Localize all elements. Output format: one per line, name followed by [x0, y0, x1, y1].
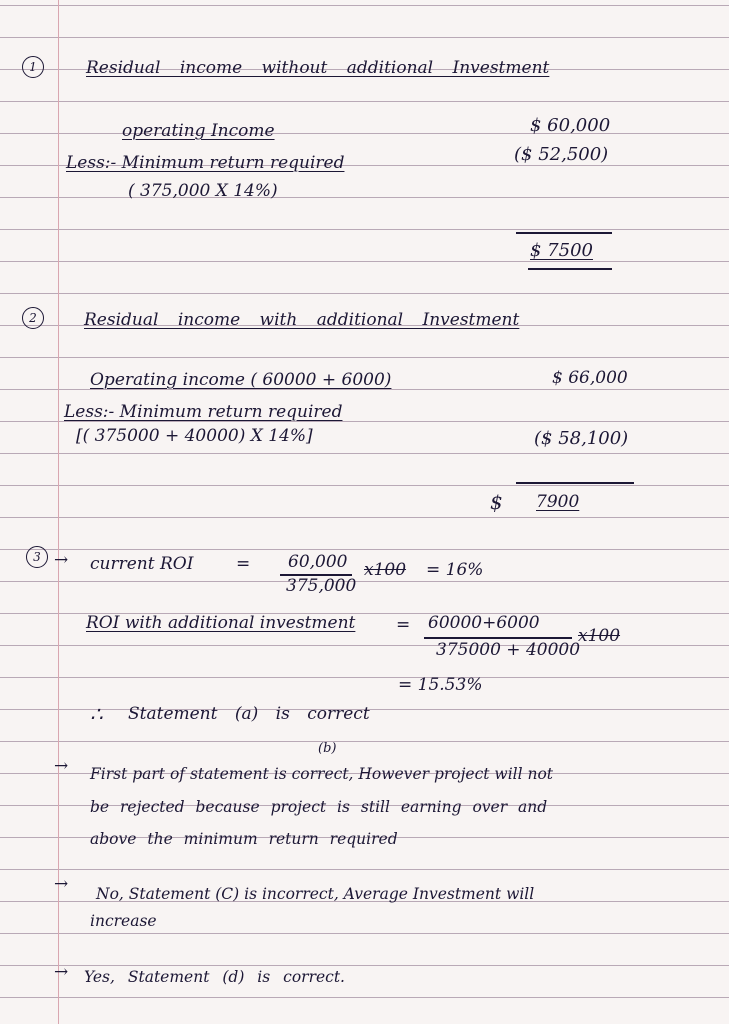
q3-b-marker: (b) — [318, 741, 337, 756]
question-number-2: 2 — [22, 307, 44, 329]
q3-roi-times: x100 — [364, 560, 407, 580]
q3-arrow: → — [54, 550, 69, 570]
q3-roi-additional-denominator: 375000 + 40000 — [436, 640, 581, 660]
q3-arrow-d: → — [54, 962, 69, 982]
q3-roi-additional-result: = 15.53% — [398, 675, 483, 695]
q3-statement-b-line1: First part of statement is correct, However project will not — [90, 765, 554, 783]
q3-roi-additional-fraction-bar — [424, 637, 572, 639]
q3-statement-d: Yes, Statement (d) is correct. — [84, 968, 345, 986]
q2-operating-income-label: Operating income ( 60000 + 6000) — [90, 370, 392, 390]
q1-operating-income-label: operating Income — [122, 121, 275, 141]
q3-roi-additional-times: x100 — [578, 626, 621, 646]
q3-arrow-c: → — [54, 874, 69, 894]
question-number-3: 3 — [26, 546, 48, 568]
q3-statement-b-line2: be rejected because project is still earning over and — [90, 798, 548, 816]
q2-min-return-label: Less:- Minimum return required — [64, 402, 343, 422]
q3-roi-additional-numerator: 60000+6000 — [428, 613, 540, 633]
q3-roi-result: = 16% — [426, 560, 484, 580]
q3-roi-additional-eq: = — [396, 615, 411, 635]
q2-operating-income-value: $ 66,000 — [552, 368, 628, 388]
q1-operating-income-value: $ 60,000 — [530, 115, 611, 136]
q3-roi-numerator: 60,000 — [288, 552, 348, 572]
q3-current-roi-label: current ROI — [90, 554, 194, 574]
q3-roi-additional-label: ROI with additional investment — [86, 613, 356, 633]
q2-result-symbol: $ — [490, 490, 503, 514]
q2-min-return-value: ($ 58,100) — [534, 428, 629, 449]
q3-eq: = — [236, 554, 251, 574]
q2-min-return-calc: [( 375000 + 40000) X 14%] — [76, 426, 313, 446]
q3-statement-b-line3: above the minimum return required — [90, 830, 398, 848]
q3-statement-c-line1: No, Statement (C) is incorrect, Average Investment will — [96, 885, 535, 903]
q1-total-rule-bottom — [528, 268, 612, 270]
q2-heading: Residual income with additional Investment — [84, 310, 520, 330]
q3-roi-denominator: 375,000 — [286, 576, 357, 596]
q1-total-rule-top — [516, 232, 612, 234]
q3-statement-c-line2: increase — [90, 912, 157, 930]
q1-heading: Residual income without additional Investment — [86, 58, 550, 78]
q3-statement-a: Statement (a) is correct — [128, 704, 370, 724]
q3-therefore-symbol: ∴ — [90, 702, 103, 726]
q3-arrow-b: → — [54, 756, 69, 776]
q1-result: $ 7500 — [530, 240, 593, 261]
q1-min-return-value: ($ 52,500) — [514, 144, 609, 165]
q1-min-return-label: Less:- Minimum return required — [66, 153, 345, 173]
question-number-1: 1 — [22, 56, 44, 78]
margin-line — [58, 0, 59, 1024]
q2-result-value: 7900 — [536, 492, 580, 512]
q1-min-return-calc: ( 375,000 X 14%) — [128, 181, 278, 201]
q2-total-rule — [516, 482, 634, 484]
